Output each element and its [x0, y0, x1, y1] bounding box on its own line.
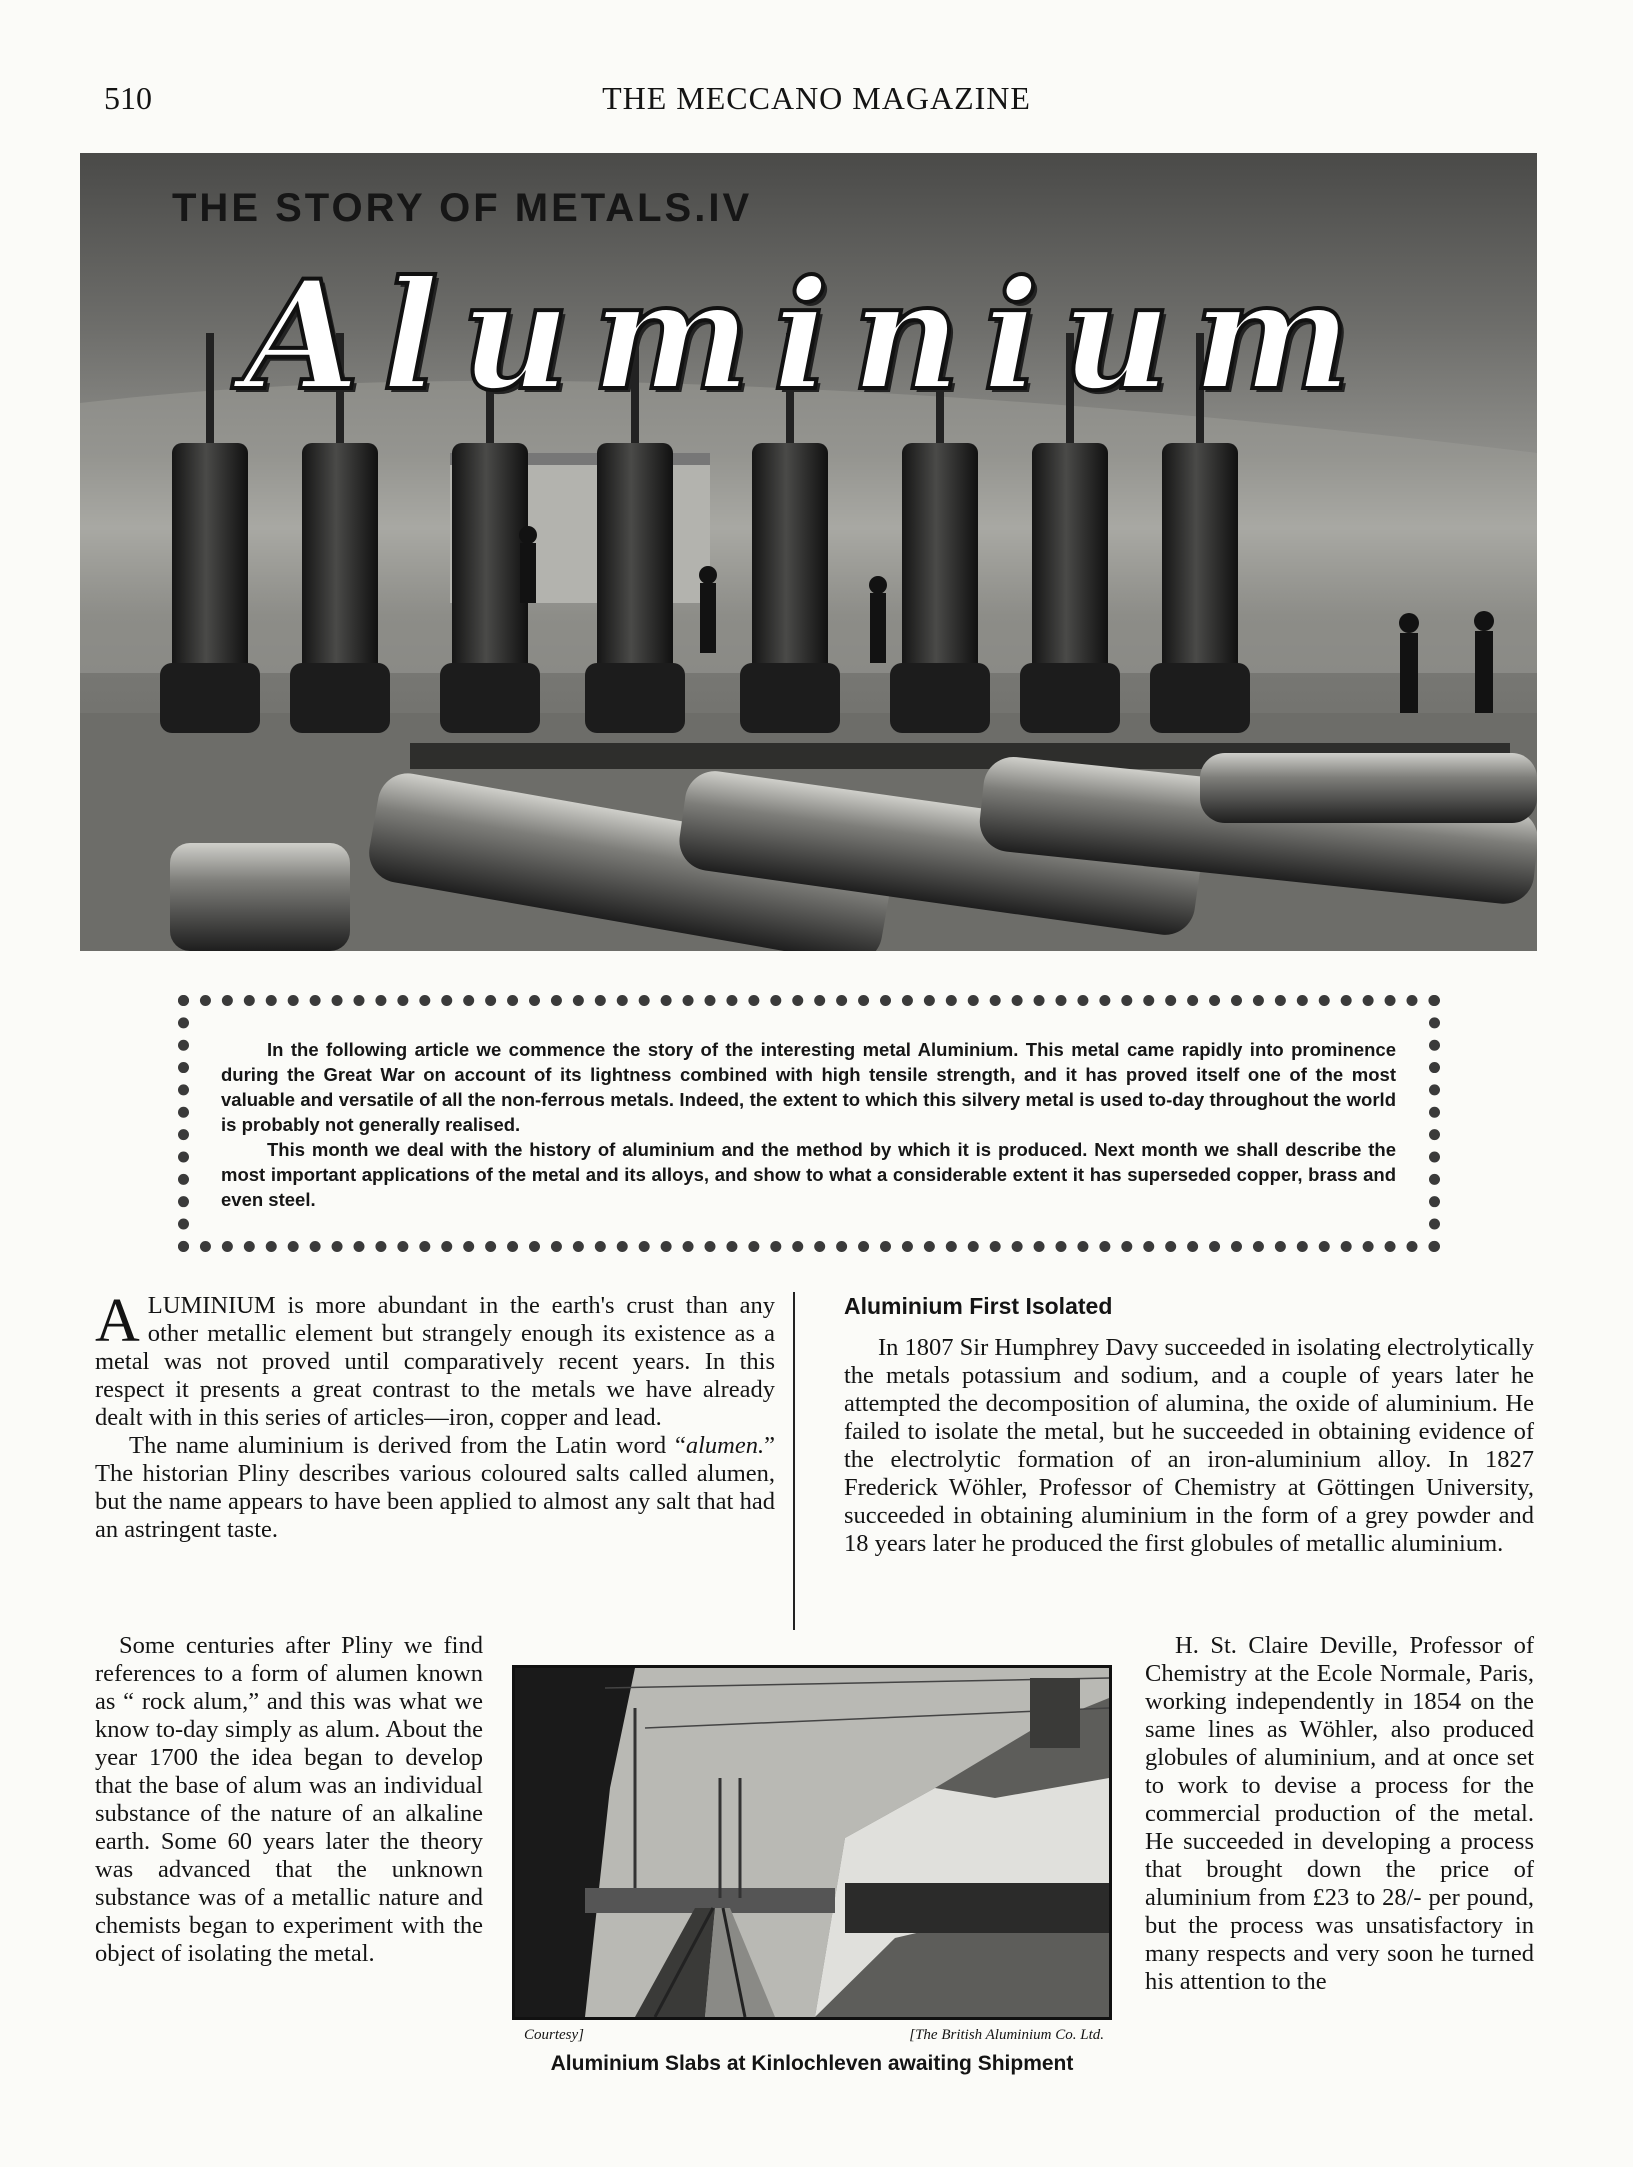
- paragraph-text: LUMINIUM is more abundant in the earth's crust than any other metallic element but strangely enough its existence as a metal was not proved until comparatively recent years. In this respect it presents a great contrast to the metals we have already dealt with in this series of articles—iron, copper and lead.: [95, 1292, 775, 1431]
- photo-credit-source: [The British Aluminium Co. Ltd.: [909, 2027, 1104, 2043]
- railway-cutting-illustration: [515, 1668, 1109, 2017]
- railway-photograph: [512, 1665, 1112, 2020]
- intro-paragraph: This month we deal with the history of aluminium and the method by which it is produced. Next month we shall describe the most important applications of the metal and its alloys, and show to what a considerable extent it has superseded copper, brass and even steel.: [221, 1139, 1396, 1210]
- article-paragraph: In 1807 Sir Humphrey Davy succeeded in isolating electrolytically the metals potassium and sodium, and a couple of years later he attempted the decomposition of alumina, the oxide of aluminium. He failed to isolate the metal, but he succeeded in obtaining evidence of the electrolytic formation of an iron-aluminium alloy. In 1827 Frederick Wöhler, Professor of Chemistry at Göttingen University, succeeded in obtaining aluminium in the form of a grey powder and 18 years later he produced the first globules of metallic aluminium.: [844, 1334, 1534, 1557]
- intro-summary: [221, 1037, 1396, 1212]
- article-column-left: [95, 1287, 775, 1544]
- latin-term: alumen.: [685, 1432, 765, 1459]
- running-head: THE MECCANO MAGAZINE: [602, 80, 1031, 116]
- article-paragraph: H. St. Claire Deville, Professor of Chemistry at the Ecole Normale, Paris, working independently in 1854 on the same lines as Wöhler, also produced globules of aluminium, and at once set to work to devise a process for the commercial production of the metal. He succeeded in developing a process that brought down the price of aluminium from £23 to 28/- per pound, but the process was unsatisfactory in many respects and very soon he turned his attention to the: [1145, 1632, 1534, 1995]
- article-paragraph: [95, 1287, 775, 1432]
- column-divider: [793, 1292, 795, 1630]
- paragraph-text: The name aluminium is derived from the Latin word “: [129, 1432, 686, 1459]
- section-heading: Aluminium First Isolated: [844, 1293, 1113, 1319]
- photo-caption: Aluminium Slabs at Kinlochleven awaiting Shipment: [550, 2052, 1074, 2075]
- paragraph-text: ” The historian Pliny describes various coloured salts called alumen, but the name appears to have been applied to almost any salt that had an astringent taste.: [95, 1432, 775, 1543]
- article-title: Aluminium: [243, 248, 1374, 424]
- photo-credit-courtesy: Courtesy]: [524, 2027, 584, 2043]
- header-photograph: [80, 153, 1537, 951]
- article-column-right-lower: [1145, 1632, 1534, 1996]
- series-label: THE STORY OF METALS.IV: [172, 186, 753, 230]
- article-paragraph: [95, 1432, 775, 1544]
- intro-paragraph: In the following article we commence the story of the interesting metal Aluminium. This metal came rapidly into prominence during the Great War on account of its lightness combined with high tensile strength, and it has proved itself one of the most valuable and versatile of all the non-ferrous metals. Indeed, the extent to which this silvery metal is used to-day throughout the world is probably not generally realised.: [221, 1039, 1396, 1135]
- article-column-left-lower: [95, 1632, 483, 1968]
- article-paragraph: Some centuries after Pliny we find references to a form of alumen known as “ rock alum,” and this was what we know to-day simply as alum. About the year 1700 the idea began to develop that the base of alum was an individual substance of the nature of an alkaline earth. Some 60 years later the theory was advanced that the unknown substance was of a metallic nature and chemists began to experiment with the object of isolating the metal.: [95, 1632, 483, 1967]
- drop-cap: A: [95, 1287, 140, 1355]
- page-number: 510: [104, 80, 152, 116]
- article-column-right: [844, 1292, 1534, 1558]
